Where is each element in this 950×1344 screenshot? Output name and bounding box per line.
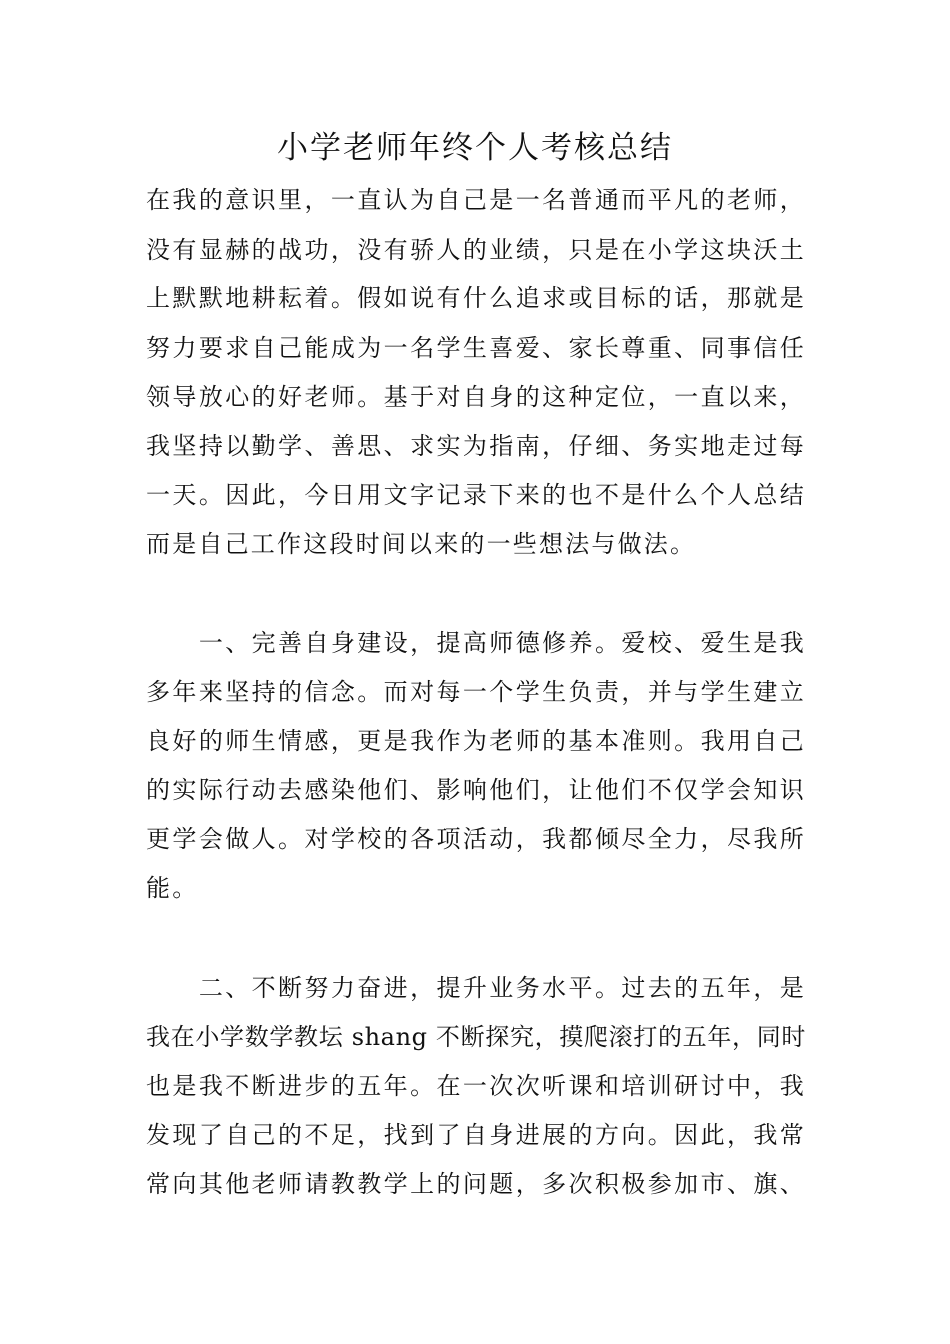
paragraph-line: 更学会做人。对学校的各项活动，我都倾尽全力，尽我所 xyxy=(146,825,806,853)
paragraph-line: 的实际行动去感染他们、影响他们，让他们不仅学会知识 xyxy=(146,776,806,804)
paragraph-line: 多年来坚持的信念。而对每一个学生负责，并与学生建立 xyxy=(146,678,806,706)
paragraph-line: 一天。因此，今日用文字记录下来的也不是什么个人总结 xyxy=(146,481,806,509)
paragraph-line: 良好的师生情感，更是我作为老师的基本准则。我用自己 xyxy=(146,727,806,755)
paragraph-line: 一、完善自身建设，提高师德修养。爱校、爱生是我 xyxy=(146,629,806,657)
paragraph-line: 我在小学数学教坛 shang 不断探究，摸爬滚打的五年，同时 xyxy=(146,1023,806,1051)
paragraph-line: 上默默地耕耘着。假如说有什么追求或目标的话，那就是 xyxy=(146,284,806,312)
paragraph-line: 二、不断努力奋进，提升业务水平。过去的五年，是 xyxy=(146,974,806,1002)
paragraph-line: 努力要求自己能成为一名学生喜爱、家长尊重、同事信任 xyxy=(146,334,806,362)
paragraph-line: 发现了自己的不足，找到了自身进展的方向。因此，我常 xyxy=(146,1121,806,1149)
paragraph-line: 也是我不断进步的五年。在一次次听课和培训研讨中，我 xyxy=(146,1072,806,1100)
document-title: 小学老师年终个人考核总结 xyxy=(277,130,673,166)
paragraph-line: 而是自己工作这段时间以来的一些想法与做法。 xyxy=(146,530,697,558)
paragraph-line: 没有显赫的战功，没有骄人的业绩，只是在小学这块沃土 xyxy=(146,236,806,264)
paragraph-line: 常向其他老师请教教学上的问题，多次积极参加市、旗、 xyxy=(146,1170,806,1198)
paragraph-line: 在我的意识里，一直认为自己是一名普通而平凡的老师， xyxy=(146,186,806,214)
paragraph-line: 领导放心的好老师。基于对自身的这种定位，一直以来， xyxy=(146,383,806,411)
paragraph-line: 能。 xyxy=(146,874,199,902)
paragraph-line: 我坚持以勤学、善思、求实为指南，仔细、务实地走过每 xyxy=(146,432,806,460)
